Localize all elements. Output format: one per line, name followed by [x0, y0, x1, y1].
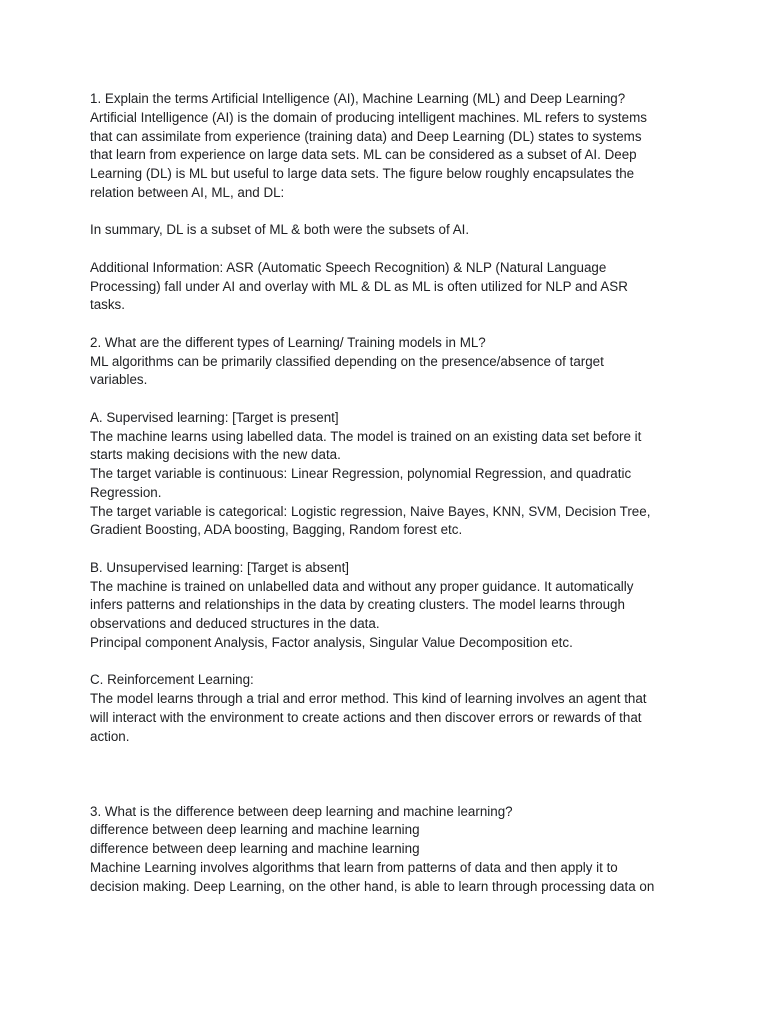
- text-line: The model learns through a trial and error method. This kind of learning involves an agent that: [90, 691, 647, 706]
- text-line: difference between deep learning and machine learning: [90, 841, 420, 856]
- text-line: B. Unsupervised learning: [Target is absent]: [90, 559, 350, 575]
- text-line: Gradient Boosting, ADA boosting, Bagging, Random forest etc.: [90, 522, 463, 538]
- text-line: Additional Information: ASR (Automatic Speech Recognition) & NLP (Natural Language: [90, 259, 607, 275]
- blank-line: [90, 784, 680, 803]
- text-line: starts making decisions with the new data.: [90, 447, 341, 463]
- text-line: decision making. Deep Learning, on the other hand, is able to learn through processing data on: [90, 878, 655, 894]
- blank-line: [90, 653, 680, 672]
- text-line: that can assimilate from experience (training data) and Deep Learning (DL) states to systems: [90, 128, 642, 144]
- text-line: C. Reinforcement Learning:: [90, 672, 254, 688]
- text-line: variables.: [90, 372, 148, 388]
- text-line: difference between deep learning and machine learning: [90, 822, 420, 838]
- text-line: 3. What is the difference between deep learning and machine learning?: [90, 803, 513, 819]
- text-line: The machine learns using labelled data. The model is trained on an existing data set before it: [90, 428, 642, 444]
- text-line: The target variable is continuous: Linear Regression, polynomial Regression, and quadratic: [90, 466, 632, 481]
- text-line: 2. What are the different types of Learning/ Training models in ML?: [90, 334, 486, 350]
- document-body: [90, 90, 680, 896]
- text-line: ML algorithms can be primarily classified depending on the presence/absence of target: [90, 353, 604, 369]
- blank-line: [90, 765, 680, 784]
- text-line: Regression.: [90, 484, 162, 500]
- text-line: A. Supervised learning: [Target is present]: [90, 409, 339, 425]
- text-line: will interact with the environment to create actions and then discover errors or rewards of that: [90, 709, 642, 725]
- blank-line: [90, 540, 680, 559]
- text-line: tasks.: [90, 297, 125, 313]
- blank-line: [90, 240, 680, 259]
- text-line: Processing) fall under AI and overlay with ML & DL as ML is often utilized for NLP and ASR: [90, 278, 628, 294]
- text-line: 1. Explain the terms Artificial Intelligence (AI), Machine Learning (ML) and Deep Learning?: [90, 91, 626, 106]
- blank-line: [90, 203, 680, 222]
- blank-line: [90, 390, 680, 409]
- text-line: Principal component Analysis, Factor analysis, Singular Value Decomposition etc.: [90, 634, 573, 650]
- text-line: infers patterns and relationships in the data by creating clusters. The model learns through: [90, 597, 625, 613]
- text-line: action.: [90, 728, 130, 744]
- blank-line: [90, 746, 680, 765]
- text-line: Learning (DL) is ML but useful to large data sets. The figure below roughly encapsulates the: [90, 166, 635, 181]
- text-line: that learn from experience on large data sets. ML can be considered as a subset of AI. Deep: [90, 147, 637, 163]
- text-line: Machine Learning involves algorithms that learn from patterns of data and then apply it to: [90, 859, 618, 875]
- text-line: observations and deduced structures in the data.: [90, 616, 380, 631]
- text-line: The machine is trained on unlabelled data and without any proper guidance. It automatically: [90, 578, 634, 594]
- text-line: relation between AI, ML, and DL:: [90, 184, 285, 200]
- text-line: Artificial Intelligence (AI) is the domain of producing intelligent machines. ML refers to systems: [90, 109, 647, 125]
- text-line: The target variable is categorical: Logistic regression, Naive Bayes, KNN, SVM, Decision Tree,: [90, 503, 651, 519]
- text-line: In summary, DL is a subset of ML & both were the subsets of AI.: [90, 222, 470, 238]
- blank-line: [90, 315, 680, 334]
